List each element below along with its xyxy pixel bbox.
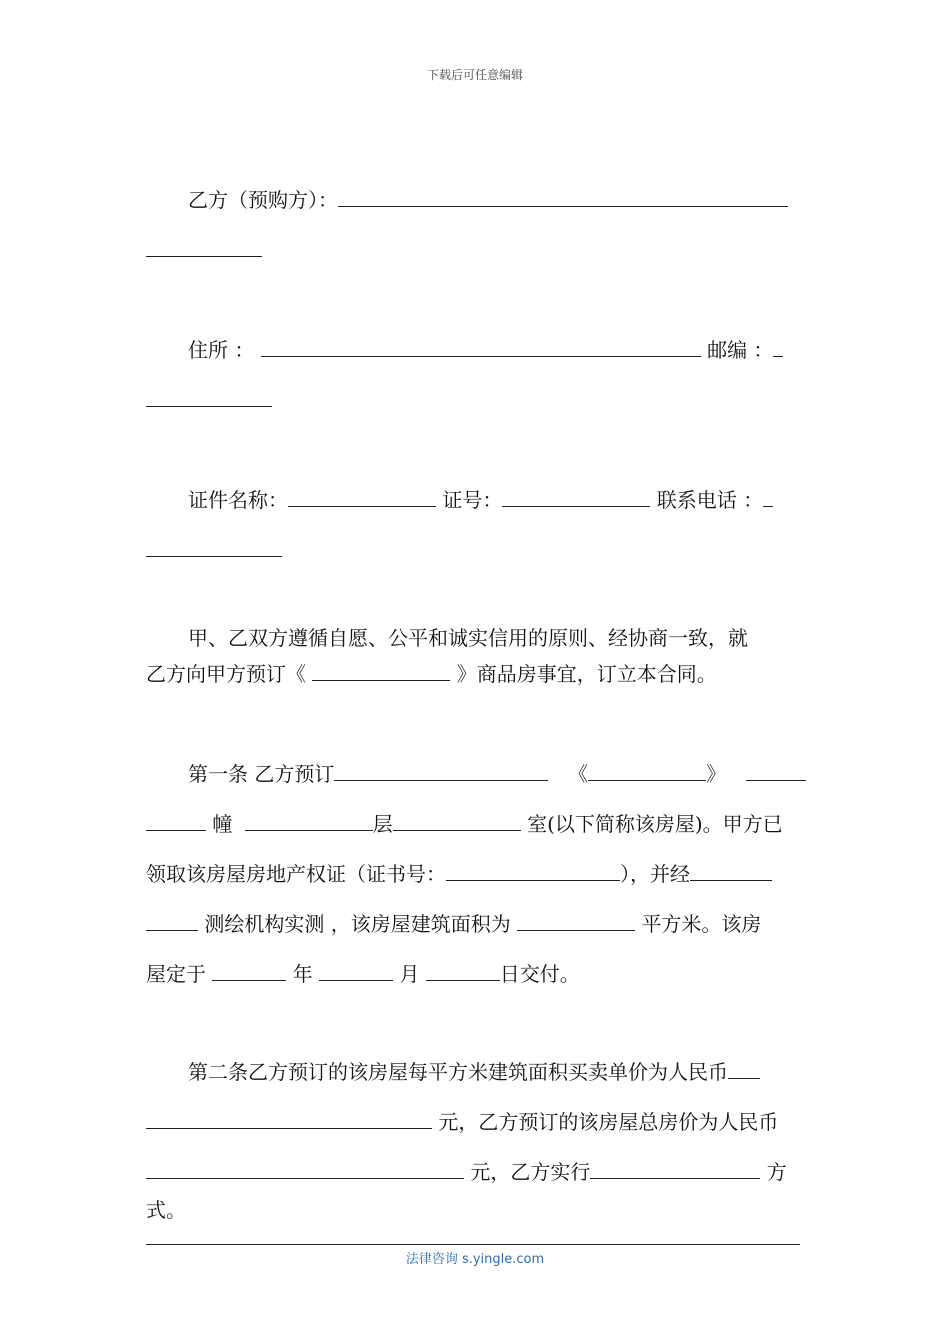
article2-text-3b: 方	[766, 1160, 787, 1184]
phone-line-cont	[146, 534, 806, 566]
phone-blank	[763, 484, 773, 507]
article2-line-3	[146, 1156, 806, 1188]
id-no-blank	[502, 484, 650, 507]
article2-line-1	[188, 1056, 806, 1088]
unit-price-blank-a	[728, 1056, 760, 1079]
footer-rule	[146, 1244, 800, 1245]
unit-price-blank-b	[146, 1106, 432, 1129]
address-label: 住所 ：	[188, 338, 255, 362]
total-price-blank	[146, 1156, 464, 1179]
room-text: 室(以下简称该房屋)。甲方已	[527, 812, 783, 836]
payment-method-blank	[590, 1156, 760, 1179]
address-line	[188, 334, 806, 366]
year-blank	[212, 958, 286, 981]
postcode-label: 邮编 ：	[707, 338, 774, 362]
floor-blank	[245, 808, 373, 831]
area-blank	[517, 908, 635, 931]
survey-blank-b	[146, 908, 198, 931]
day-blank	[426, 958, 500, 981]
article1-text-1b: 《 》	[568, 758, 726, 790]
party-b-line-cont	[146, 234, 806, 266]
cert-text-b: ），并经	[620, 862, 690, 886]
article1-line-2	[146, 808, 806, 840]
article1-blank-2	[588, 758, 706, 781]
area-text: 测绘机构实测 ，该房屋建筑面积为	[204, 912, 511, 936]
month-label: 月	[399, 962, 420, 986]
cert-text: 领取该房屋房地产权证（证书号：	[146, 862, 446, 886]
area-unit-text: 平方米。该房	[641, 912, 762, 936]
article2-line-4: 式。	[146, 1198, 186, 1222]
id-no-label: 证号：	[442, 488, 503, 512]
party-b-label: 乙方（预购方）：	[188, 188, 338, 212]
property-name-blank	[312, 658, 450, 681]
intro-text-b: 》商品房事宜，订立本合同。	[456, 662, 717, 686]
room-blank	[393, 808, 521, 831]
survey-blank-a	[690, 858, 772, 881]
id-name-blank	[288, 484, 436, 507]
article1-text-1a: 第一条 乙方预订	[188, 758, 548, 790]
postcode-line-cont	[146, 384, 806, 416]
article1-blank-4	[146, 808, 206, 831]
delivery-text: 屋定于	[146, 962, 206, 986]
party-b-line	[188, 184, 806, 216]
article2-text-1: 第二条乙方预订的该房屋每平方米建筑面积买卖单价为人民币	[188, 1060, 728, 1084]
postcode-blank-cont	[146, 384, 272, 407]
article1-line-1	[188, 758, 806, 790]
intro-line-1: 甲、乙双方遵循自愿、公平和诚实信用的原则、经协商一致，就	[188, 626, 748, 650]
party-b-blank	[338, 184, 788, 207]
phone-blank-cont	[146, 534, 282, 557]
postcode-blank	[773, 334, 783, 357]
cert-blank	[446, 858, 620, 881]
article2-text-2: 元，乙方预订的该房屋总房价为人民币	[438, 1110, 779, 1134]
id-name-label: 证件名称：	[188, 488, 288, 512]
header-note: 下载后可任意编辑	[426, 68, 523, 82]
intro-text-a: 乙方向甲方预订《	[146, 662, 306, 686]
phone-label: 联系电话 ：	[656, 488, 764, 512]
id-line	[188, 484, 806, 516]
article2-line-2	[146, 1106, 806, 1138]
day-text: 日交付。	[499, 962, 580, 986]
article1-line-3	[146, 858, 806, 890]
building-label: 幢	[212, 812, 233, 836]
article2-text-3a: 元，乙方实行	[470, 1160, 591, 1184]
month-blank	[319, 958, 393, 981]
floor-label: 层	[372, 812, 393, 836]
intro-line-2	[146, 658, 806, 690]
article1-blank-1	[334, 758, 548, 781]
article1-blank-3	[746, 758, 806, 781]
article1-line-5	[146, 958, 806, 990]
article1-line-4	[146, 908, 806, 940]
footer-link[interactable]: 法律咨询 s.yingle.com	[405, 1252, 545, 1267]
year-label: 年	[292, 962, 313, 986]
address-blank	[261, 334, 701, 357]
party-b-blank-cont	[146, 234, 262, 257]
